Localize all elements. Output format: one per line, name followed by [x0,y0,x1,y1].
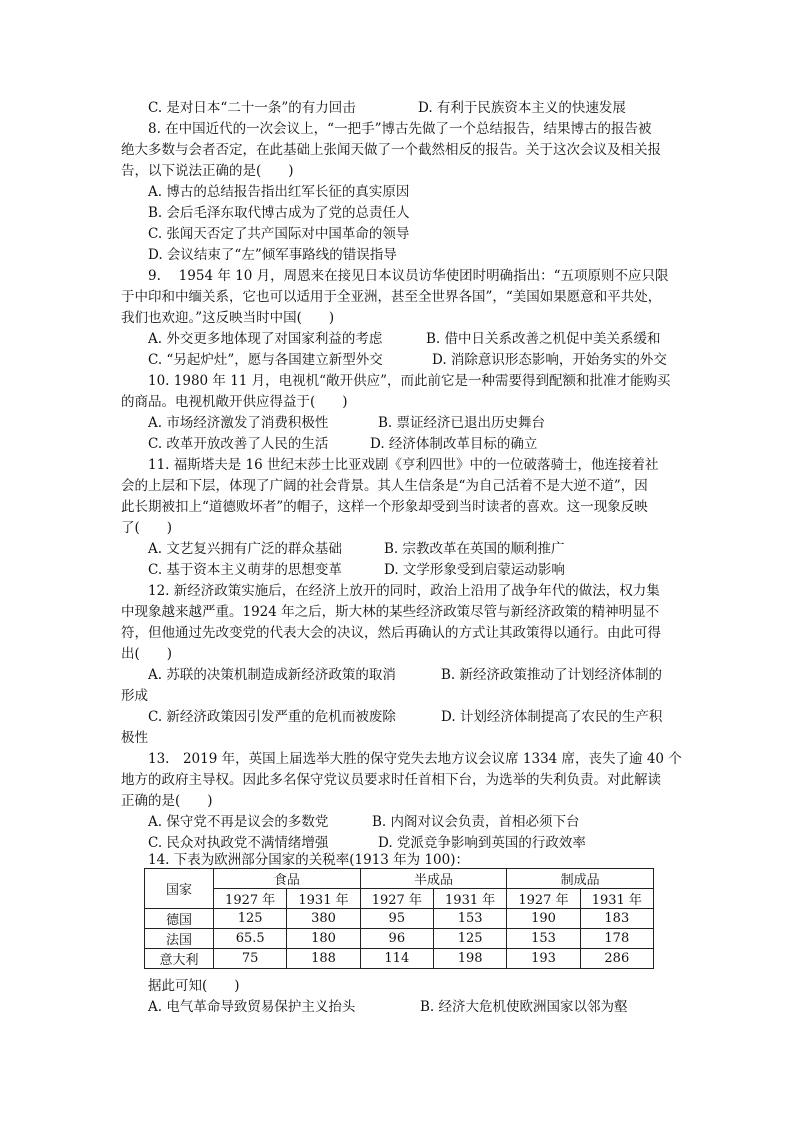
table-cell: 125 [214,909,287,929]
tariff-table [144,868,654,969]
text-line: A. 保守党不再是议会的多数党 [148,814,329,830]
table-cell: 96 [360,929,433,949]
table-row [145,929,654,949]
text-line: 12. 新经济政策实施后，在经济上放开的同时，政治上沿用了战争年代的做法，权力集 [148,583,660,599]
text-line: A. 博古的总结报告指出红军长征的真实原因 [148,184,410,200]
table-cell: 95 [360,909,433,929]
table-year: 1931 年 [287,889,360,909]
table-cell: 75 [214,949,287,969]
text-line: 据此可知( ) [148,978,240,994]
table-cell: 190 [507,909,580,929]
text-line: A. 市场经济激发了消费积极性 [148,415,329,431]
table-cell: 193 [507,949,580,969]
text-line: 了( ) [121,520,173,536]
text-line: C. 改革开放改善了人民的生活 [148,436,329,452]
text-line: 此长期被扣上“道德败坏者”的帽子，这样一个形象却受到当时读者的喜欢。这一现象反映 [121,499,648,515]
text-line: A. 苏联的决策机制造成新经济政策的取消 [148,667,396,683]
text-line-option: D. 有利于民族资本主义的快速发展 [418,100,626,116]
text-line-option: D. 党派竞争影响到英国的行政效率 [378,835,586,851]
text-line: C. “另起炉灶”，愿与各国建立新型外交 [148,352,383,368]
text-line: 于中印和中缅关系，它也可以适用于全亚洲，甚至全世界各国”，“美国如果愿意和平共处， [121,289,662,305]
text-line: C. 张闻天否定了共产国际对中国革命的领导 [148,226,410,242]
table-cell: 125 [433,929,506,949]
table-row [145,909,654,929]
text-line: 符，但他通过先改变党的代表大会的决议，然后再确认的方式让其政策得以通行。由此可得 [121,625,661,641]
text-line: 告，以下说法正确的是( ) [121,163,294,179]
table-cell-country: 意大利 [145,949,214,969]
table-year: 1927 年 [214,889,287,909]
text-line-option: B. 新经济政策推动了计划经济体制的 [441,667,663,683]
table-header-country: 国家 [145,869,214,909]
text-line: 绝大多数与会者否定，在此基础上张闻天做了一个截然相反的报告。关于这次会议及相关报 [121,142,661,158]
text-line: 9. 1954 年 10 月，周恩来在接见日本议员访华使团时明确指出：“五项原则不应只限 [148,268,669,284]
table-group-food: 食品 [214,869,361,889]
table-year: 1931 年 [580,889,653,909]
text-line-option: B. 票证经济已退出历史舞台 [378,415,546,431]
text-line: 11. 福斯塔夫是 16 世纪末莎士比亚戏剧《亨利四世》中的一位破落骑士，他连接着社 [148,457,659,473]
text-line: 极性 [121,730,148,746]
text-line: D. 会议结束了“左”倾军事路线的错误指导 [148,247,397,263]
text-line: 的商品。电视机敞开供应得益于( ) [121,394,348,410]
text-line-option: B. 借中日关系改善之机促中美关系缓和 [426,331,661,347]
table-cell: 198 [433,949,506,969]
table-year: 1927 年 [507,889,580,909]
text-line: C. 是对日本“二十一条”的有力回击 [148,100,356,116]
table-cell-country: 德国 [145,909,214,929]
table-row [145,949,654,969]
text-line-option: B. 宗教改革在英国的顺利推广 [384,541,565,557]
text-line: 出( ) [121,646,173,662]
table-cell: 380 [287,909,360,929]
text-line: 10. 1980 年 11 月，电视机“敞开供应”，而此前它是一种需要得到配额和批准才能购买 [148,373,671,389]
text-line: A. 外交更多地体现了对国家利益的考虑 [148,331,383,347]
table-cell: 178 [580,929,653,949]
text-line-option: D. 经济体制改革目标的确立 [370,436,538,452]
text-line: 8. 在中国近代的一次会议上，“一把手”博古先做了一个总结报告，结果博古的报告被 [148,121,652,137]
text-line: 我们也欢迎。”这反映当时中国( ) [121,310,335,326]
text-line-option: D. 计划经济体制提高了农民的生产积 [441,709,663,725]
table-cell: 153 [433,909,506,929]
table-group-semi: 半成品 [360,869,507,889]
table-year: 1927 年 [360,889,433,909]
table-year: 1931 年 [433,889,506,909]
text-line: 会的上层和下层，体现了广阔的社会背景。其人生信条是“为自己活着不是大逆不道”，因 [121,478,648,494]
text-line: C. 民众对执政党不满情绪增强 [148,835,329,851]
table-cell: 180 [287,929,360,949]
text-line: 13. 2019 年，英国上届选举大胜的保守党失去地方议会议席 1334 席，丧失了逾 40 个 [148,751,682,767]
text-line: 地方的政府主导权。因此多名保守党议员要求时任首相下台，为选举的失利负责。对此解读 [121,772,661,788]
text-line: A. 电气革命导致贸易保护主义抬头 [148,999,356,1015]
text-line: A. 文艺复兴拥有广泛的群众基础 [148,541,342,557]
text-line: B. 会后毛泽东取代博古成为了党的总责任人 [148,205,410,221]
text-line-option: D. 文学形象受到启蒙运动影响 [384,562,565,578]
text-line: 中现象越来越严重。1924 年之后，斯大林的某些经济政策尽管与新经济政策的精神明显不 [121,604,660,620]
text-line: C. 新经济政策因引发严重的危机而被废除 [148,709,396,725]
text-line-option: B. 经济大危机使欧洲国家以邻为壑 [420,999,628,1015]
text-line: 14. 下表为欧洲部分国家的关税率(1913 年为 100)： [148,852,470,868]
table-cell-country: 法国 [145,929,214,949]
table-cell: 65.5 [214,929,287,949]
table-group-manufactured: 制成品 [507,869,654,889]
table-cell: 114 [360,949,433,969]
table-cell: 286 [580,949,653,969]
text-line: 形成 [121,688,148,704]
text-line: 正确的是( ) [121,793,213,809]
table-cell: 183 [580,909,653,929]
table-cell: 153 [507,929,580,949]
text-line-option: D. 消除意识形态影响，开始务实的外交 [432,352,667,368]
text-line: C. 基于资本主义萌芽的思想变革 [148,562,342,578]
text-line-option: B. 内阁对议会负责，首相必须下台 [372,814,580,830]
table-cell: 188 [287,949,360,969]
